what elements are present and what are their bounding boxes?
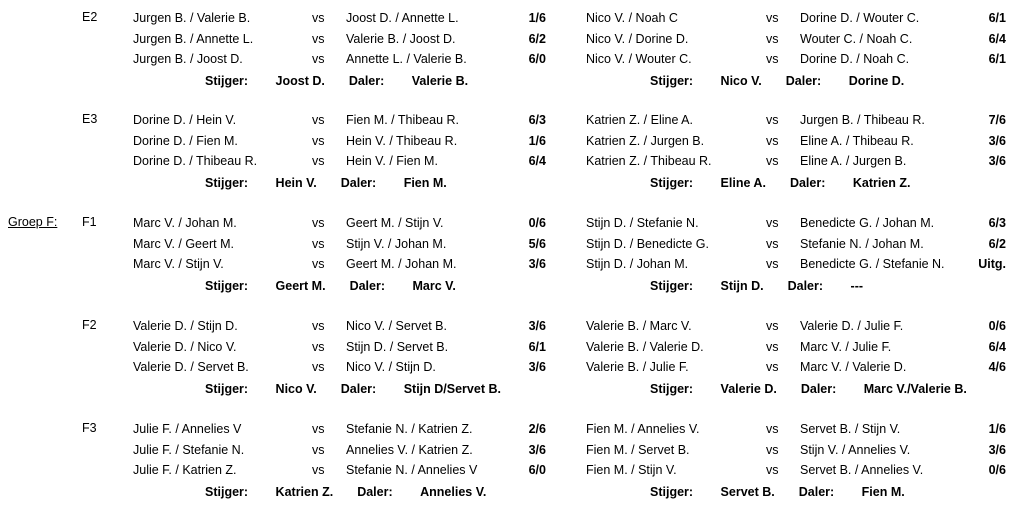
vs-label: vs xyxy=(312,463,325,477)
daler-name: --- xyxy=(850,278,864,293)
stijger-group xyxy=(205,176,317,190)
daler-group xyxy=(357,485,486,499)
team-2: Stijn V. / Annelies V. xyxy=(800,442,911,457)
team-2: Valerie B. / Joost D. xyxy=(346,31,456,46)
team-1: Stijn D. / Stefanie N. xyxy=(586,216,699,230)
team-2: Annette L. / Valerie B. xyxy=(346,52,467,66)
stijger-label: Stijger: xyxy=(650,484,694,499)
vs-label: vs xyxy=(766,422,779,436)
daler-name: Marc V./Valerie B. xyxy=(863,381,967,396)
vs-label: vs xyxy=(312,442,325,457)
stijger-group xyxy=(650,485,775,499)
team-1: Valerie D. / Servet B. xyxy=(133,360,249,374)
daler-name: Annelies V. xyxy=(420,484,487,499)
team-2: Fien M. / Thibeau R. xyxy=(346,113,460,127)
team-1: Fien M. / Servet B. xyxy=(586,442,690,457)
stijger-name: Nico V. xyxy=(720,73,762,88)
daler-label: Daler: xyxy=(349,278,385,293)
team-2: Servet B. / Annelies V. xyxy=(800,463,924,477)
team-2: Nico V. / Servet B. xyxy=(346,319,447,333)
vs-label: vs xyxy=(312,154,325,168)
promotion-summary xyxy=(650,381,967,397)
team-2: Joost D. / Annette L. xyxy=(346,11,459,25)
team-1: Dorine D. / Thibeau R. xyxy=(133,154,258,168)
daler-label: Daler: xyxy=(798,484,835,499)
vs-label: vs xyxy=(312,133,325,148)
team-2: Valerie D. / Julie F. xyxy=(800,319,904,333)
team-1: Valerie B. / Marc V. xyxy=(586,319,692,333)
promotion-summary xyxy=(650,73,904,89)
stijger-name: Servet B. xyxy=(720,484,775,499)
match-score: 1/6 xyxy=(988,422,1006,436)
daler-label: Daler: xyxy=(789,175,826,190)
stijger-label: Stijger: xyxy=(205,278,249,293)
stijger-name: Nico V. xyxy=(275,381,317,396)
daler-name: Fien M. xyxy=(861,484,905,499)
vs-label: vs xyxy=(312,236,325,251)
daler-name: Stijn D/Servet B. xyxy=(403,381,501,396)
daler-label: Daler: xyxy=(800,381,837,396)
stijger-label: Stijger: xyxy=(650,278,694,293)
team-2: Eline A. / Thibeau R. xyxy=(800,133,914,148)
match-score: 6/4 xyxy=(988,31,1006,46)
daler-group xyxy=(341,176,447,190)
vs-label: vs xyxy=(766,360,779,374)
match-score: 6/0 xyxy=(528,463,546,477)
daler-group xyxy=(786,74,904,88)
daler-group xyxy=(799,485,905,499)
match-score: 5/6 xyxy=(528,236,546,251)
team-2: Marc V. / Valerie D. xyxy=(800,360,907,374)
team-2: Geert M. / Stijn V. xyxy=(346,216,444,230)
match-score: 0/6 xyxy=(988,463,1006,477)
team-2: Jurgen B. / Thibeau R. xyxy=(800,113,925,127)
team-1: Fien M. / Stijn V. xyxy=(586,463,677,477)
match-score: Uitg. xyxy=(978,257,1006,271)
stijger-group xyxy=(650,279,764,293)
match-score: 6/1 xyxy=(988,11,1006,25)
team-1: Nico V. / Noah C xyxy=(586,11,678,25)
match-score: 3/6 xyxy=(528,442,546,457)
daler-label: Daler: xyxy=(348,73,385,88)
stijger-label: Stijger: xyxy=(650,175,694,190)
daler-label: Daler: xyxy=(340,175,377,190)
team-2: Benedicte G. / Stefanie N. xyxy=(800,257,945,271)
team-2: Servet B. / Stijn V. xyxy=(800,422,901,436)
team-2: Geert M. / Johan M. xyxy=(346,257,457,271)
team-1: Julie F. / Stefanie N. xyxy=(133,442,245,457)
team-2: Stefanie N. / Johan M. xyxy=(800,236,924,251)
team-2: Hein V. / Fien M. xyxy=(346,154,438,168)
stijger-name: Joost D. xyxy=(275,73,325,88)
stijger-label: Stijger: xyxy=(650,381,694,396)
team-1: Julie F. / Annelies V xyxy=(133,422,242,436)
team-1: Stijn D. / Benedicte G. xyxy=(586,236,709,251)
team-2: Marc V. / Julie F. xyxy=(800,339,892,354)
daler-group xyxy=(350,279,456,293)
vs-label: vs xyxy=(312,216,325,230)
match-score: 0/6 xyxy=(528,216,546,230)
daler-name: Marc V. xyxy=(412,278,456,293)
team-1: Valerie B. / Julie F. xyxy=(586,360,689,374)
match-score: 4/6 xyxy=(988,360,1006,374)
daler-label: Daler: xyxy=(340,381,377,396)
team-2: Nico V. / Stijn D. xyxy=(346,360,436,374)
vs-label: vs xyxy=(312,360,325,374)
daler-group xyxy=(788,279,863,293)
daler-name: Dorine D. xyxy=(848,73,905,88)
vs-label: vs xyxy=(766,236,779,251)
vs-label: vs xyxy=(312,257,325,271)
stijger-label: Stijger: xyxy=(650,73,694,88)
team-2: Eline A. / Jurgen B. xyxy=(800,154,907,168)
promotion-summary xyxy=(205,73,468,89)
stijger-group xyxy=(205,485,333,499)
team-1: Nico V. / Dorine D. xyxy=(586,31,689,46)
match-score: 6/2 xyxy=(528,31,546,46)
vs-label: vs xyxy=(766,31,779,46)
vs-label: vs xyxy=(766,11,779,25)
team-1: Jurgen B. / Valerie B. xyxy=(133,11,251,25)
group-label: Groep F: xyxy=(8,215,58,229)
match-score: 6/1 xyxy=(988,52,1006,66)
stijger-group xyxy=(205,382,317,396)
match-score: 0/6 xyxy=(988,319,1006,333)
stijger-label: Stijger: xyxy=(205,175,249,190)
stijger-label: Stijger: xyxy=(205,381,249,396)
team-2: Dorine D. / Wouter C. xyxy=(800,11,920,25)
stijger-name: Eline A. xyxy=(720,175,766,190)
team-1: Fien M. / Annelies V. xyxy=(586,422,700,436)
match-score: 6/1 xyxy=(528,339,546,354)
vs-label: vs xyxy=(312,422,325,436)
vs-label: vs xyxy=(766,339,779,354)
promotion-summary xyxy=(205,278,456,294)
team-2: Stijn V. / Johan M. xyxy=(346,236,447,251)
vs-label: vs xyxy=(766,52,779,66)
match-score: 6/0 xyxy=(528,52,546,66)
match-score: 6/4 xyxy=(528,154,546,168)
team-1: Valerie B. / Valerie D. xyxy=(586,339,704,354)
team-1: Dorine D. / Fien M. xyxy=(133,133,238,148)
daler-name: Katrien Z. xyxy=(852,175,911,190)
vs-label: vs xyxy=(766,319,779,333)
daler-name: Valerie B. xyxy=(411,73,469,88)
stijger-group xyxy=(650,74,762,88)
match-score: 2/6 xyxy=(528,422,546,436)
team-1: Marc V. / Stijn V. xyxy=(133,257,224,271)
team-2: Annelies V. / Katrien Z. xyxy=(346,442,473,457)
block-code: F1 xyxy=(82,215,97,229)
team-1: Valerie D. / Stijn D. xyxy=(133,319,238,333)
block-code: E3 xyxy=(82,112,98,126)
daler-label: Daler: xyxy=(357,484,393,499)
stijger-name: Hein V. xyxy=(275,175,317,190)
daler-label: Daler: xyxy=(787,278,824,293)
match-score: 3/6 xyxy=(528,319,546,333)
daler-group xyxy=(790,176,911,190)
team-2: Stijn D. / Servet B. xyxy=(346,339,449,354)
match-score: 7/6 xyxy=(988,113,1006,127)
match-score: 3/6 xyxy=(528,360,546,374)
promotion-summary xyxy=(650,175,911,191)
vs-label: vs xyxy=(766,133,779,148)
team-1: Jurgen B. / Joost D. xyxy=(133,52,243,66)
match-score: 1/6 xyxy=(528,133,546,148)
block-code: F2 xyxy=(82,318,97,332)
team-1: Marc V. / Johan M. xyxy=(133,216,237,230)
stijger-label: Stijger: xyxy=(205,484,249,499)
team-1: Julie F. / Katrien Z. xyxy=(133,463,237,477)
daler-label: Daler: xyxy=(785,73,822,88)
match-score: 6/2 xyxy=(988,236,1006,251)
stijger-group xyxy=(205,279,326,293)
match-score: 3/6 xyxy=(988,133,1006,148)
vs-label: vs xyxy=(766,154,779,168)
team-1: Katrien Z. / Jurgen B. xyxy=(586,133,705,148)
daler-group xyxy=(349,74,468,88)
block-code: E2 xyxy=(82,10,98,24)
team-2: Hein V. / Thibeau R. xyxy=(346,133,458,148)
match-score: 6/3 xyxy=(528,113,546,127)
team-1: Jurgen B. / Annette L. xyxy=(133,31,254,46)
vs-label: vs xyxy=(312,11,325,25)
stijger-group xyxy=(205,74,325,88)
team-1: Katrien Z. / Eline A. xyxy=(586,113,693,127)
team-1: Katrien Z. / Thibeau R. xyxy=(586,154,712,168)
vs-label: vs xyxy=(766,257,779,271)
team-2: Stefanie N. / Katrien Z. xyxy=(346,422,473,436)
promotion-summary xyxy=(650,278,863,294)
stijger-label: Stijger: xyxy=(205,73,249,88)
promotion-summary xyxy=(205,175,447,191)
vs-label: vs xyxy=(766,463,779,477)
vs-label: vs xyxy=(312,113,325,127)
match-score: 1/6 xyxy=(528,11,546,25)
vs-label: vs xyxy=(312,52,325,66)
vs-label: vs xyxy=(312,31,325,46)
match-score: 3/6 xyxy=(988,154,1006,168)
vs-label: vs xyxy=(312,319,325,333)
vs-label: vs xyxy=(312,339,325,354)
daler-group xyxy=(801,382,967,396)
team-2: Benedicte G. / Johan M. xyxy=(800,216,935,230)
match-score: 6/4 xyxy=(988,339,1006,354)
stijger-group xyxy=(650,382,777,396)
promotion-summary xyxy=(205,484,486,500)
daler-name: Fien M. xyxy=(403,175,447,190)
stijger-name: Stijn D. xyxy=(720,278,764,293)
team-2: Stefanie N. / Annelies V xyxy=(346,463,478,477)
vs-label: vs xyxy=(766,216,779,230)
stijger-name: Geert M. xyxy=(275,278,326,293)
team-2: Wouter C. / Noah C. xyxy=(800,31,913,46)
promotion-summary xyxy=(205,381,501,397)
team-1: Stijn D. / Johan M. xyxy=(586,257,689,271)
team-1: Nico V. / Wouter C. xyxy=(586,52,692,66)
match-score: 3/6 xyxy=(528,257,546,271)
match-score: 6/3 xyxy=(988,216,1006,230)
promotion-summary xyxy=(650,484,905,500)
match-score: 3/6 xyxy=(988,442,1006,457)
team-1: Valerie D. / Nico V. xyxy=(133,339,237,354)
vs-label: vs xyxy=(766,113,779,127)
team-2: Dorine D. / Noah C. xyxy=(800,52,910,66)
stijger-name: Katrien Z. xyxy=(275,484,334,499)
daler-group xyxy=(341,382,501,396)
team-1: Dorine D. / Hein V. xyxy=(133,113,237,127)
vs-label: vs xyxy=(766,442,779,457)
team-1: Marc V. / Geert M. xyxy=(133,236,234,251)
stijger-name: Valerie D. xyxy=(720,381,777,396)
stijger-group xyxy=(650,176,766,190)
block-code: F3 xyxy=(82,421,97,435)
